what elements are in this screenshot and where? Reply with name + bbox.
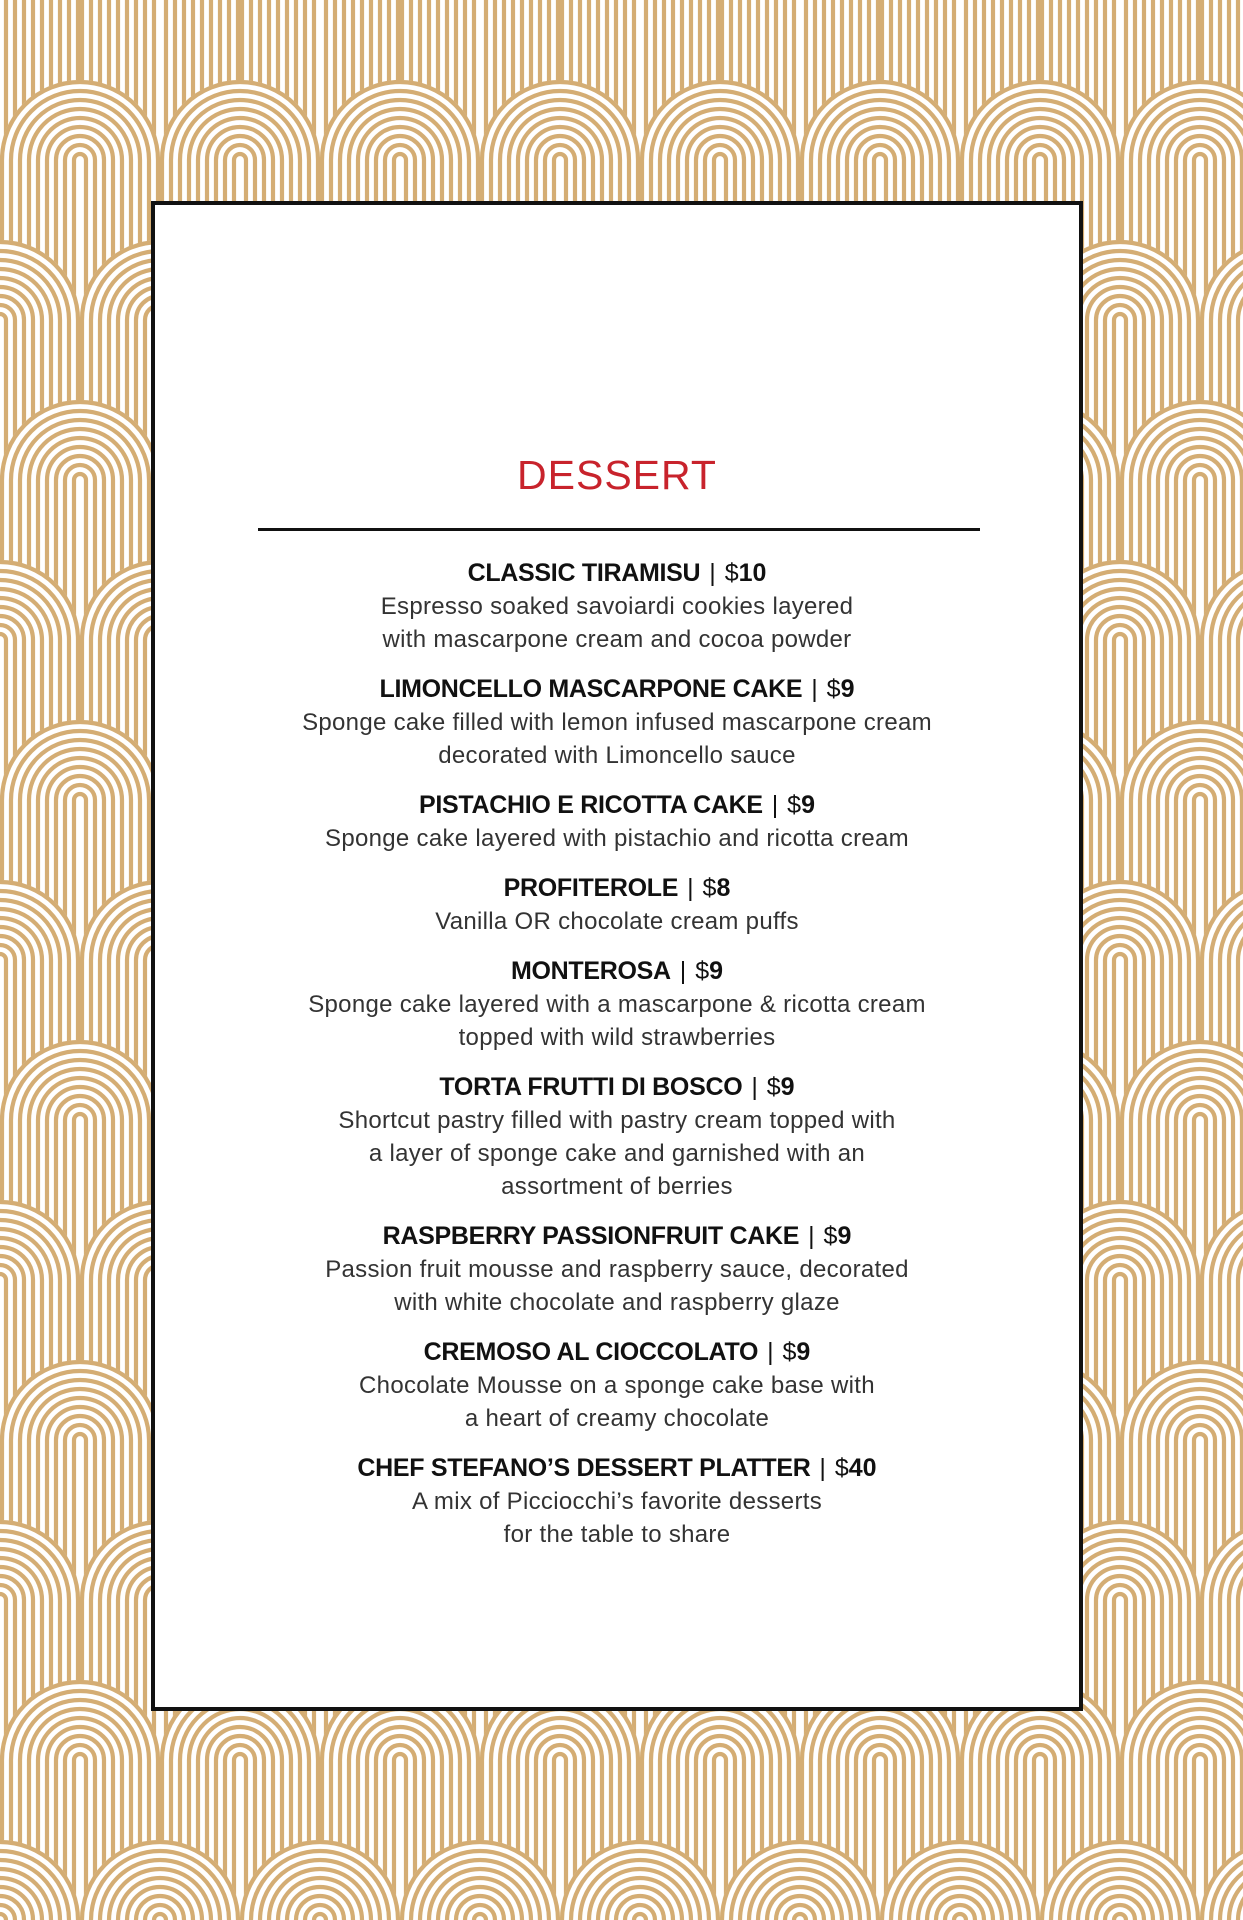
- item-name: RASPBERRY PASSIONFRUIT CAKE: [382, 1222, 800, 1250]
- menu-item-header: [155, 557, 1079, 590]
- item-description-line: a heart of creamy chocolate: [464, 1405, 770, 1432]
- item-description-line: topped with wild strawberries: [458, 1024, 776, 1051]
- menu-item-header: [155, 1220, 1079, 1253]
- item-name: CLASSIC TIRAMISU: [467, 559, 701, 587]
- item-description-line: Sponge cake layered with a mascarpone & ricotta cream: [308, 991, 926, 1018]
- currency-symbol: $: [724, 559, 739, 587]
- price-separator: |: [687, 874, 694, 902]
- menu-item-header: [155, 1336, 1079, 1369]
- price-separator: |: [767, 1338, 774, 1366]
- item-description-line: decorated with Limoncello sauce: [438, 742, 796, 769]
- menu-item: [155, 1071, 1079, 1203]
- item-name: MONTEROSA: [510, 957, 671, 985]
- price-separator: |: [819, 1454, 826, 1482]
- price-separator: |: [679, 957, 687, 985]
- item-name: LIMONCELLO MASCARPONE CAKE: [379, 675, 803, 703]
- menu-item: [155, 1452, 1079, 1551]
- currency-symbol: $: [702, 874, 717, 902]
- menu-item: [155, 1220, 1079, 1319]
- item-name: CHEF STEFANO’S DESSERT PLATTER: [357, 1454, 811, 1482]
- menu-item-header: [155, 1452, 1079, 1485]
- item-description-line: with white chocolate and raspberry glaze: [394, 1289, 840, 1316]
- dessert-list: [155, 557, 1079, 1568]
- currency-symbol: $: [782, 1338, 797, 1366]
- price-separator: |: [709, 559, 716, 587]
- item-name: PISTACHIO E RICOTTA CAKE: [419, 791, 763, 819]
- menu-item-header: [155, 1071, 1079, 1104]
- item-description-line: for the table to share: [503, 1521, 731, 1548]
- currency-symbol: $: [834, 1454, 849, 1482]
- currency-symbol: $: [826, 675, 841, 703]
- menu-item: [155, 872, 1079, 938]
- menu-item-header: [155, 673, 1079, 706]
- item-price: 9: [840, 675, 855, 703]
- menu-item: [155, 1336, 1079, 1435]
- currency-symbol: $: [766, 1073, 781, 1101]
- menu-item-header: [155, 955, 1079, 988]
- item-name: TORTA FRUTTI DI BOSCO: [439, 1073, 743, 1101]
- menu-item: [155, 557, 1079, 656]
- item-description-line: with mascarpone cream and cocoa powder: [382, 626, 852, 653]
- price-separator: |: [771, 791, 779, 819]
- item-description-line: Sponge cake filled with lemon infused mascarpone cream: [302, 709, 932, 736]
- menu-card: [151, 201, 1083, 1711]
- item-price: 10: [738, 559, 767, 587]
- item-description-line: a layer of sponge cake and garnished with an: [368, 1140, 866, 1167]
- menu-item-header: [155, 789, 1079, 822]
- item-name: PROFITEROLE: [503, 874, 679, 902]
- price-separator: |: [808, 1222, 815, 1250]
- title-divider: [258, 528, 980, 531]
- item-description-line: Vanilla OR chocolate cream puffs: [435, 908, 799, 935]
- item-price: 9: [796, 1338, 811, 1366]
- item-price: 9: [801, 791, 815, 819]
- item-description-line: Sponge cake layered with pistachio and ricotta cream: [325, 825, 909, 852]
- menu-item-header: [155, 872, 1079, 905]
- currency-symbol: $: [695, 957, 710, 985]
- item-price: 9: [709, 957, 724, 985]
- item-price: 9: [780, 1073, 795, 1101]
- item-description-line: A mix of Picciocchi’s favorite desserts: [411, 1488, 823, 1515]
- menu-item: [155, 955, 1079, 1054]
- currency-symbol: $: [823, 1222, 838, 1250]
- menu-item: [155, 673, 1079, 772]
- menu-item: [155, 789, 1079, 855]
- item-description-line: assortment of berries: [501, 1173, 733, 1200]
- item-description-line: Espresso soaked savoiardi cookies layered: [380, 593, 854, 620]
- currency-symbol: $: [787, 791, 802, 819]
- item-price: 8: [716, 874, 731, 902]
- item-description-line: Passion fruit mousse and raspberry sauce, decorated: [325, 1256, 909, 1283]
- item-name: CREMOSO AL CIOCCOLATO: [423, 1338, 759, 1366]
- item-description-line: Chocolate Mousse on a sponge cake base with: [359, 1372, 875, 1399]
- menu-title: DESSERT: [517, 452, 717, 498]
- item-price: 9: [837, 1222, 852, 1250]
- item-description-line: Shortcut pastry filled with pastry cream topped with: [338, 1107, 896, 1134]
- item-price: 40: [848, 1454, 877, 1482]
- price-separator: |: [751, 1073, 758, 1101]
- price-separator: |: [811, 675, 818, 703]
